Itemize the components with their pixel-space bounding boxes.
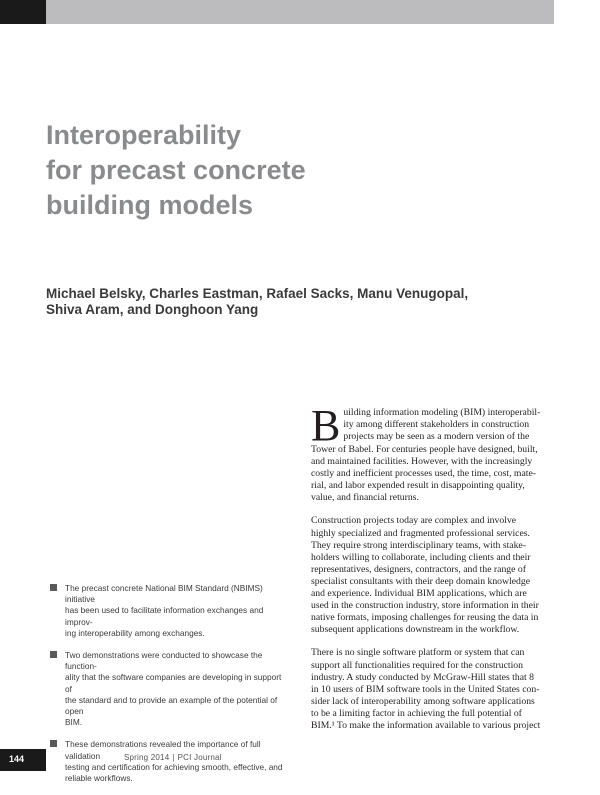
title-line: building models bbox=[46, 190, 253, 220]
highlight-item bbox=[50, 650, 290, 728]
body-line: rial, and labor expended result in disappointing quality, bbox=[311, 480, 525, 492]
highlight-line: ality that the software companies are developing in support of bbox=[65, 672, 282, 694]
body-line: ity among different stakeholders in construction bbox=[343, 419, 530, 431]
body-line: specialist consultants with their deep domain knowledge bbox=[311, 575, 530, 587]
author-list bbox=[46, 286, 566, 318]
body-line: Construction projects today are complex and involve bbox=[311, 515, 516, 527]
highlight-line: Two demonstrations were conducted to showcase the function- bbox=[65, 650, 263, 672]
journal-name: PCI Journal bbox=[177, 753, 222, 762]
square-bullet-icon bbox=[50, 584, 57, 591]
highlights-list bbox=[50, 583, 290, 795]
body-line: value, and financial returns. bbox=[311, 492, 419, 504]
highlight-item bbox=[50, 583, 290, 639]
body-line: to be a limiting factor in achieving the full potential of bbox=[311, 707, 522, 719]
body-line: highly specialized and fragmented professional services. bbox=[311, 527, 530, 539]
article-title bbox=[46, 118, 466, 223]
square-bullet-icon bbox=[50, 651, 57, 658]
body-line: holders willing to collaborate, including clients and their bbox=[311, 551, 531, 563]
highlight-line: BIM. bbox=[65, 717, 83, 728]
issue-date: Spring 2014 bbox=[124, 753, 170, 762]
body-line: They require strong interdisciplinary teams, with stake- bbox=[311, 539, 526, 551]
body-line: in 10 users of BIM software tools in the United States con- bbox=[311, 683, 540, 695]
body-line: representatives, designers, contractors, and the range of bbox=[311, 563, 526, 575]
body-line: There is no single software platform or system that can bbox=[311, 647, 525, 659]
body-line: projects may be seen as a modern version of the bbox=[343, 431, 530, 443]
body-line: BIM.¹ To make the information available to various project bbox=[311, 719, 541, 731]
title-line: for precast concrete bbox=[46, 155, 306, 185]
body-line: Tower of Babel. For centuries people have designed, built, bbox=[311, 444, 538, 455]
author-line: Michael Belsky, Charles Eastman, Rafael Sacks, Manu Venugopal, bbox=[46, 286, 469, 301]
square-bullet-icon bbox=[50, 740, 57, 747]
highlight-line: has been used to facilitate information exchanges and improv- bbox=[65, 605, 264, 627]
highlight-line: reliable workflows. bbox=[65, 773, 133, 784]
body-line: subsequent applications downstream in the workflow. bbox=[311, 624, 520, 636]
title-line: Interoperability bbox=[46, 120, 242, 150]
drop-cap: B bbox=[311, 401, 341, 450]
page-number: 144 bbox=[9, 754, 25, 764]
body-line: native formats, imposing challenges for reusing the data in bbox=[311, 612, 539, 624]
body-line: used in the construction industry, store information in their bbox=[311, 600, 539, 612]
highlight-line: testing and certification for achieving smooth, effective, and bbox=[65, 761, 283, 772]
author-line: Shiva Aram, and Donghoon Yang bbox=[46, 302, 259, 317]
body-line: industry. A study conducted by McGraw-Hill states that 8 bbox=[311, 671, 534, 683]
header-gray-bar bbox=[46, 0, 554, 24]
body-line: and experience. Individual BIM applications, which are bbox=[311, 588, 527, 600]
body-line: and maintained facilities. However, with the increasingly bbox=[311, 456, 533, 468]
body-paragraph bbox=[311, 647, 561, 732]
highlight-line: These demonstrations revealed the importance of full validation bbox=[65, 739, 261, 761]
highlight-line: ing interoperability among exchanges. bbox=[65, 627, 205, 638]
footer-separator: | bbox=[172, 753, 175, 762]
body-line: uilding information modeling (BIM) interoperabil- bbox=[343, 407, 541, 418]
body-line: support all functionalities required for the construction bbox=[311, 659, 523, 671]
body-text-column bbox=[311, 401, 561, 743]
body-line: costly and inefficient processes used, the time, cost, mate- bbox=[311, 468, 536, 480]
highlight-line: the standard and to provide an example of the potential of open bbox=[65, 694, 278, 717]
footer-issue-info bbox=[124, 753, 222, 762]
body-paragraph bbox=[311, 515, 561, 636]
highlight-line: The precast concrete National BIM Standard (NBIMS) initiative bbox=[65, 583, 263, 605]
body-line: sider lack of interoperability among software applications bbox=[311, 695, 535, 707]
header-black-tab bbox=[0, 0, 46, 24]
body-paragraph bbox=[311, 401, 561, 504]
